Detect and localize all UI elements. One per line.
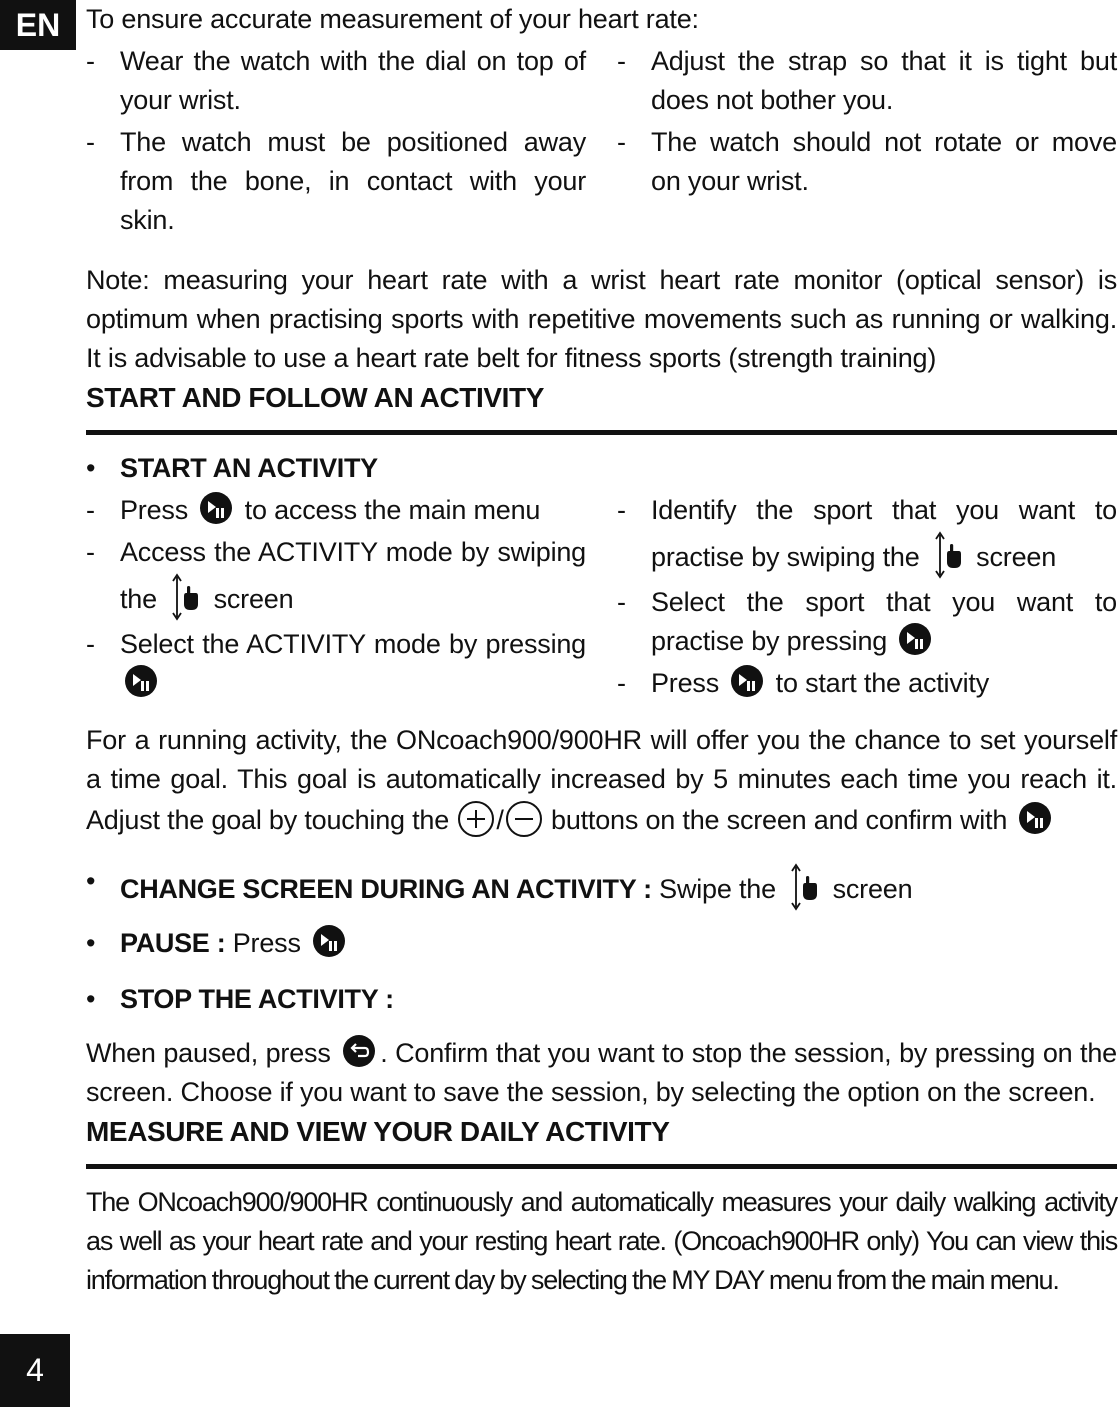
step-text: screen [976, 542, 1057, 572]
stop-text: When paused, press [86, 1038, 331, 1068]
stop-heading: STOP THE ACTIVITY : [120, 984, 394, 1014]
start-step [86, 533, 586, 622]
change-screen-text: screen [832, 874, 913, 904]
plus-circle-icon [456, 799, 496, 839]
minus-circle-icon [504, 799, 544, 839]
change-screen-heading: CHANGE SCREEN DURING AN ACTIVITY : [120, 874, 652, 904]
swipe-vertical-hand-icon [170, 572, 200, 622]
fit-columns [86, 39, 1117, 240]
start-columns [86, 488, 1117, 703]
stop-paragraph [86, 1034, 1117, 1112]
play-pause-button-icon [124, 664, 158, 698]
fit-item: - The watch should not rotate or move on your wrist. [617, 123, 1117, 201]
goal-paragraph [86, 721, 1117, 840]
swipe-vertical-hand-icon [933, 530, 963, 580]
step-text: Select the ACTIVITY mode by pressing [120, 629, 586, 659]
stop-bullet [86, 980, 1117, 1019]
play-pause-button-icon [312, 924, 346, 958]
fit-item: - Adjust the strap so that it is tight but does not bother you. [617, 42, 1117, 120]
daily-activity-paragraph: The ONcoach900/900HR continuously and automatically measures your daily walking activity as well as your heart rate and your resting heart rate. (Oncoach900HR only) You can view this information throughout the current day by selecting the MY DAY menu from the main menu. [86, 1187, 1117, 1295]
fit-item: - The watch must be positioned away from the bone, in contact with your skin. [86, 123, 586, 240]
goal-text: buttons on the screen and confirm with [551, 805, 1008, 835]
step-text: Identify the sport that you want to practise by swiping the [651, 495, 1117, 572]
change-screen-text: Swipe the [659, 874, 776, 904]
step-text: Press [651, 668, 720, 698]
fit-left-column [86, 39, 586, 240]
step-text: screen [213, 584, 294, 614]
start-step [617, 491, 1117, 580]
step-text: Access the ACTIVITY mode by swiping the [120, 537, 586, 614]
start-step [617, 664, 1117, 703]
section-divider [86, 430, 1117, 435]
play-pause-button-icon [730, 664, 764, 698]
section-title-start-activity: START AND FOLLOW AN ACTIVITY [86, 382, 545, 413]
stop-text: . Confirm that you want to stop the session, by pressing on the screen. Choose if you want to save the session, by selecting the option on the screen. [86, 1038, 1117, 1107]
start-activity-heading: START AN ACTIVITY [120, 453, 378, 483]
goal-separator: / [496, 805, 504, 835]
page-content [86, 0, 1117, 1300]
play-pause-button-icon [1018, 801, 1052, 835]
start-activity-bullet [86, 449, 1117, 488]
play-pause-button-icon [199, 491, 233, 525]
page-number: 4 [0, 1334, 70, 1407]
fit-note: Note: measuring your heart rate with a wrist heart rate monitor (optical sensor) is optimum when practising sports with repetitive movements such as running or walking. It is advisable to use a heart rate belt for fitness sports (strength training) [86, 265, 1117, 373]
step-text: Press [120, 495, 189, 525]
start-step [617, 583, 1117, 661]
section-divider [86, 1164, 1117, 1169]
fit-intro: To ensure accurate measurement of your heart rate: [86, 4, 699, 34]
step-text: to start the activity [775, 668, 990, 698]
start-step [86, 491, 586, 530]
change-screen-bullet [86, 862, 1117, 912]
section-title-daily-activity: MEASURE AND VIEW YOUR DAILY ACTIVITY [86, 1116, 670, 1147]
start-step [86, 625, 586, 703]
start-right-column [617, 488, 1117, 703]
back-arrow-button-icon [342, 1034, 376, 1068]
goal-text: For a running activity, the ONcoach900/900HR will offer you the chance to set yourself a time goal. This goal is automatically increased by 5 minutes each time you reach it. Adjust the goal by touching the [86, 725, 1117, 835]
play-pause-button-icon [898, 622, 932, 656]
swipe-vertical-hand-icon [789, 862, 819, 912]
step-text: Select the sport that you want to practise by pressing [651, 587, 1117, 656]
fit-item: - Wear the watch with the dial on top of your wrist. [86, 42, 586, 120]
pause-text: Press [232, 928, 301, 958]
language-tab: EN [0, 0, 76, 50]
start-left-column [86, 488, 586, 703]
pause-bullet [86, 924, 1117, 963]
fit-right-column [617, 39, 1117, 240]
step-text: to access the main menu [244, 495, 541, 525]
pause-heading: PAUSE : [120, 928, 226, 958]
